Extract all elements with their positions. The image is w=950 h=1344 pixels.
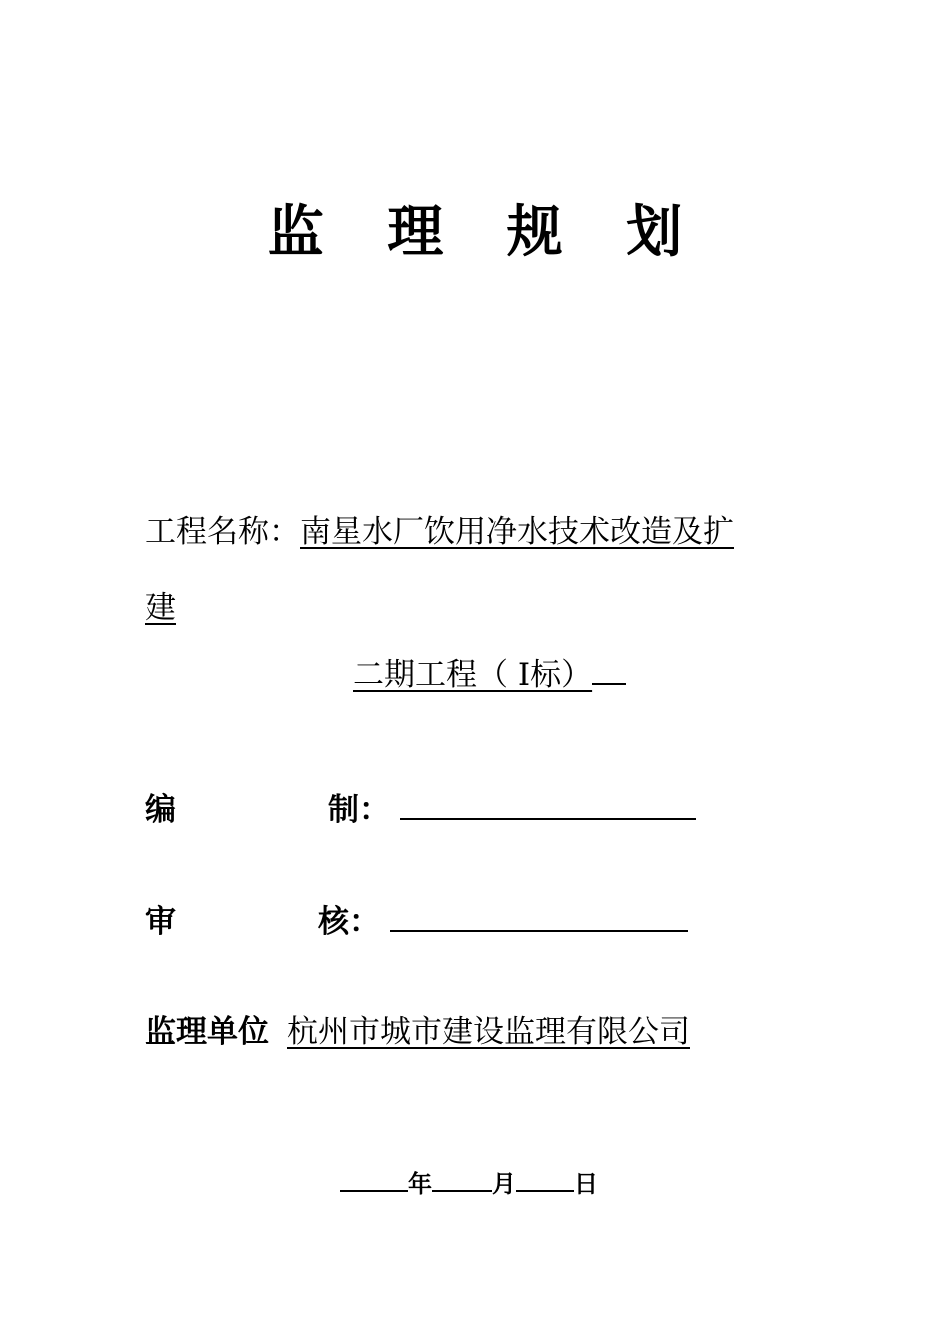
project-name-line1: 南星水厂饮用净水技术改造及扩 — [300, 514, 734, 550]
month-label: 月 — [492, 1170, 516, 1198]
compile-signature-line[interactable] — [400, 790, 696, 820]
project-name-row — [145, 512, 734, 552]
review-label-right: 核： — [318, 904, 380, 940]
review-label-left: 审 — [145, 904, 176, 940]
day-label: 日 — [574, 1170, 598, 1198]
review-row-right — [318, 902, 688, 942]
project-name-line2: 建 — [145, 590, 176, 626]
project-name-label: 工程名称： — [145, 514, 300, 550]
day-blank[interactable] — [516, 1166, 574, 1192]
project-name-row-3 — [353, 655, 626, 695]
review-row — [145, 902, 176, 942]
supervisor-value: 杭州市城市建设监理有限公司 — [287, 1014, 690, 1050]
document-title: 监 理 规 划 — [267, 200, 705, 265]
date-row — [340, 1166, 598, 1200]
project-name-line3: 二期工程（ Ⅰ标） — [353, 657, 593, 693]
project-name-row-2 — [145, 588, 176, 628]
year-label: 年 — [408, 1170, 432, 1198]
supervisor-row — [145, 1012, 690, 1052]
compile-label-right: 制： — [328, 792, 390, 828]
compile-row-right — [328, 790, 696, 830]
compile-row — [145, 790, 176, 830]
review-signature-line[interactable] — [390, 902, 688, 932]
compile-label-left: 编 — [145, 792, 176, 828]
project-name-trailing-underline — [592, 655, 626, 685]
year-blank[interactable] — [340, 1166, 408, 1192]
month-blank[interactable] — [432, 1166, 492, 1192]
supervisor-label: 监理单位 — [145, 1014, 269, 1050]
